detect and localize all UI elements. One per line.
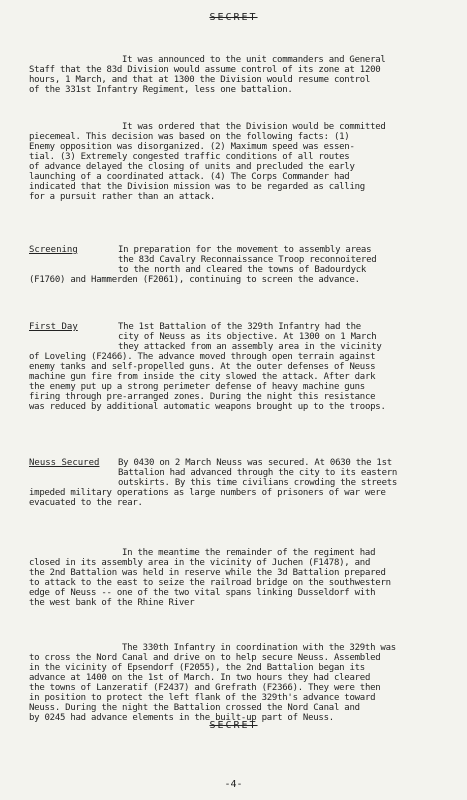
text-line: It was announced to the unit commanders and General <box>122 55 386 65</box>
page-number: -4- <box>224 779 243 790</box>
text-line: The 1st Battalion of the 329th Infantry had the <box>118 322 361 332</box>
text-line: indicated that the Division mission was to be regarded as calling <box>29 182 365 192</box>
text-line: Neuss. During the night the Battalion crossed the Nord Canal and <box>29 703 360 713</box>
text-line: In preparation for the movement to assembly areas <box>118 245 372 255</box>
text-line: to cross the Nord Canal and drive on to help secure Neuss. Assembled <box>29 653 381 663</box>
text-line: The 330th Infantry in coordination with the 329th was <box>122 643 396 653</box>
section-heading: Screening <box>29 245 78 255</box>
text-line: in position to protect the left flank of the 329th's advance toward <box>29 693 376 703</box>
text-line: launching of a coordinated attack. (4) The Corps Commander had <box>29 172 350 182</box>
text-line: evacuated to the rear. <box>29 498 143 508</box>
text-line: the 83d Cavalry Reconnaissance Troop reconnoitered <box>118 255 377 265</box>
text-line: in the vicinity of Epsendorf (F2055), the 2nd Battalion began its <box>29 663 365 673</box>
text-line: In the meantime the remainder of the regiment had <box>122 548 376 558</box>
text-line: Battalion had advanced through the city to its eastern <box>118 468 398 478</box>
text-line: by 0245 had advance elements in the built-up part of Neuss. <box>29 713 334 723</box>
text-line: (F1760) and Hammerden (F2061), continuing to screen the advance. <box>29 275 360 285</box>
text-line: the enemy put up a strong perimeter defense of heavy machine guns <box>29 382 365 392</box>
text-line: hours, 1 March, and that at 1300 the Division would resume control <box>29 75 371 85</box>
text-line: It was ordered that the Division would be committed <box>122 122 386 132</box>
text-line: advance at 1400 on the 1st of March. In two hours they had cleared <box>29 673 371 683</box>
text-line: of the 331st Infantry Regiment, less one battalion. <box>29 85 293 95</box>
text-line: firing through pre-arranged zones. During the night this resistance <box>29 392 376 402</box>
text-line: to the north and cleared the towns of Badourdyck <box>118 265 367 275</box>
text-line: was reduced by additional automatic weapons brought up to the troops. <box>29 402 386 412</box>
text-line: of Loveling (F2466). The advance moved through open terrain against <box>29 352 376 362</box>
text-line: of advance delayed the closing of units and precluded the early <box>29 162 355 172</box>
text-line: Enemy opposition was disorganized. (2) Maximum speed was essen- <box>29 142 355 152</box>
text-line: outskirts. By this time civilians crowding the streets <box>118 478 398 488</box>
text-line: closed in its assembly area in the vicinity of Juchen (F1478), and <box>29 558 371 568</box>
text-line: machine gun fire from inside the city slowed the attack. After dark <box>29 372 376 382</box>
text-line: the west bank of the Rhine River <box>29 598 195 608</box>
classification-top: SECRET <box>209 12 258 23</box>
text-line: city of Neuss as its objective. At 1300 on 1 March <box>118 332 377 342</box>
text-line: Staff that the 83d Division would assume control of its zone at 1200 <box>29 65 381 75</box>
text-line: edge of Neuss -- one of the two vital spans linking Dusseldorf with <box>29 588 376 598</box>
text-line: to attack to the east to seize the railroad bridge on the southwestern <box>29 578 391 588</box>
section-heading: First Day <box>29 322 78 332</box>
text-line: piecemeal. This decision was based on the following facts: (1) <box>29 132 350 142</box>
text-line: enemy tanks and self-propelled guns. At the outer defenses of Neuss <box>29 362 376 372</box>
text-line: they attacked from an assembly area in the vicinity <box>118 342 382 352</box>
text-line: the 2nd Battalion was held in reserve while the 3d Battalion prepared <box>29 568 386 578</box>
text-line: By 0430 on 2 March Neuss was secured. At 0630 the 1st <box>118 458 392 468</box>
text-line: the towns of Lanzeratif (F2437) and Grefrath (F2366). They were then <box>29 683 381 693</box>
text-line: impeded military operations as large numbers of prisoners of war were <box>29 488 386 498</box>
text-line: tial. (3) Extremely congested traffic conditions of all routes <box>29 152 350 162</box>
text-line: for a pursuit rather than an attack. <box>29 192 216 202</box>
classification-bottom: SECRET <box>209 720 258 731</box>
section-heading: Neuss Secured <box>29 458 100 468</box>
